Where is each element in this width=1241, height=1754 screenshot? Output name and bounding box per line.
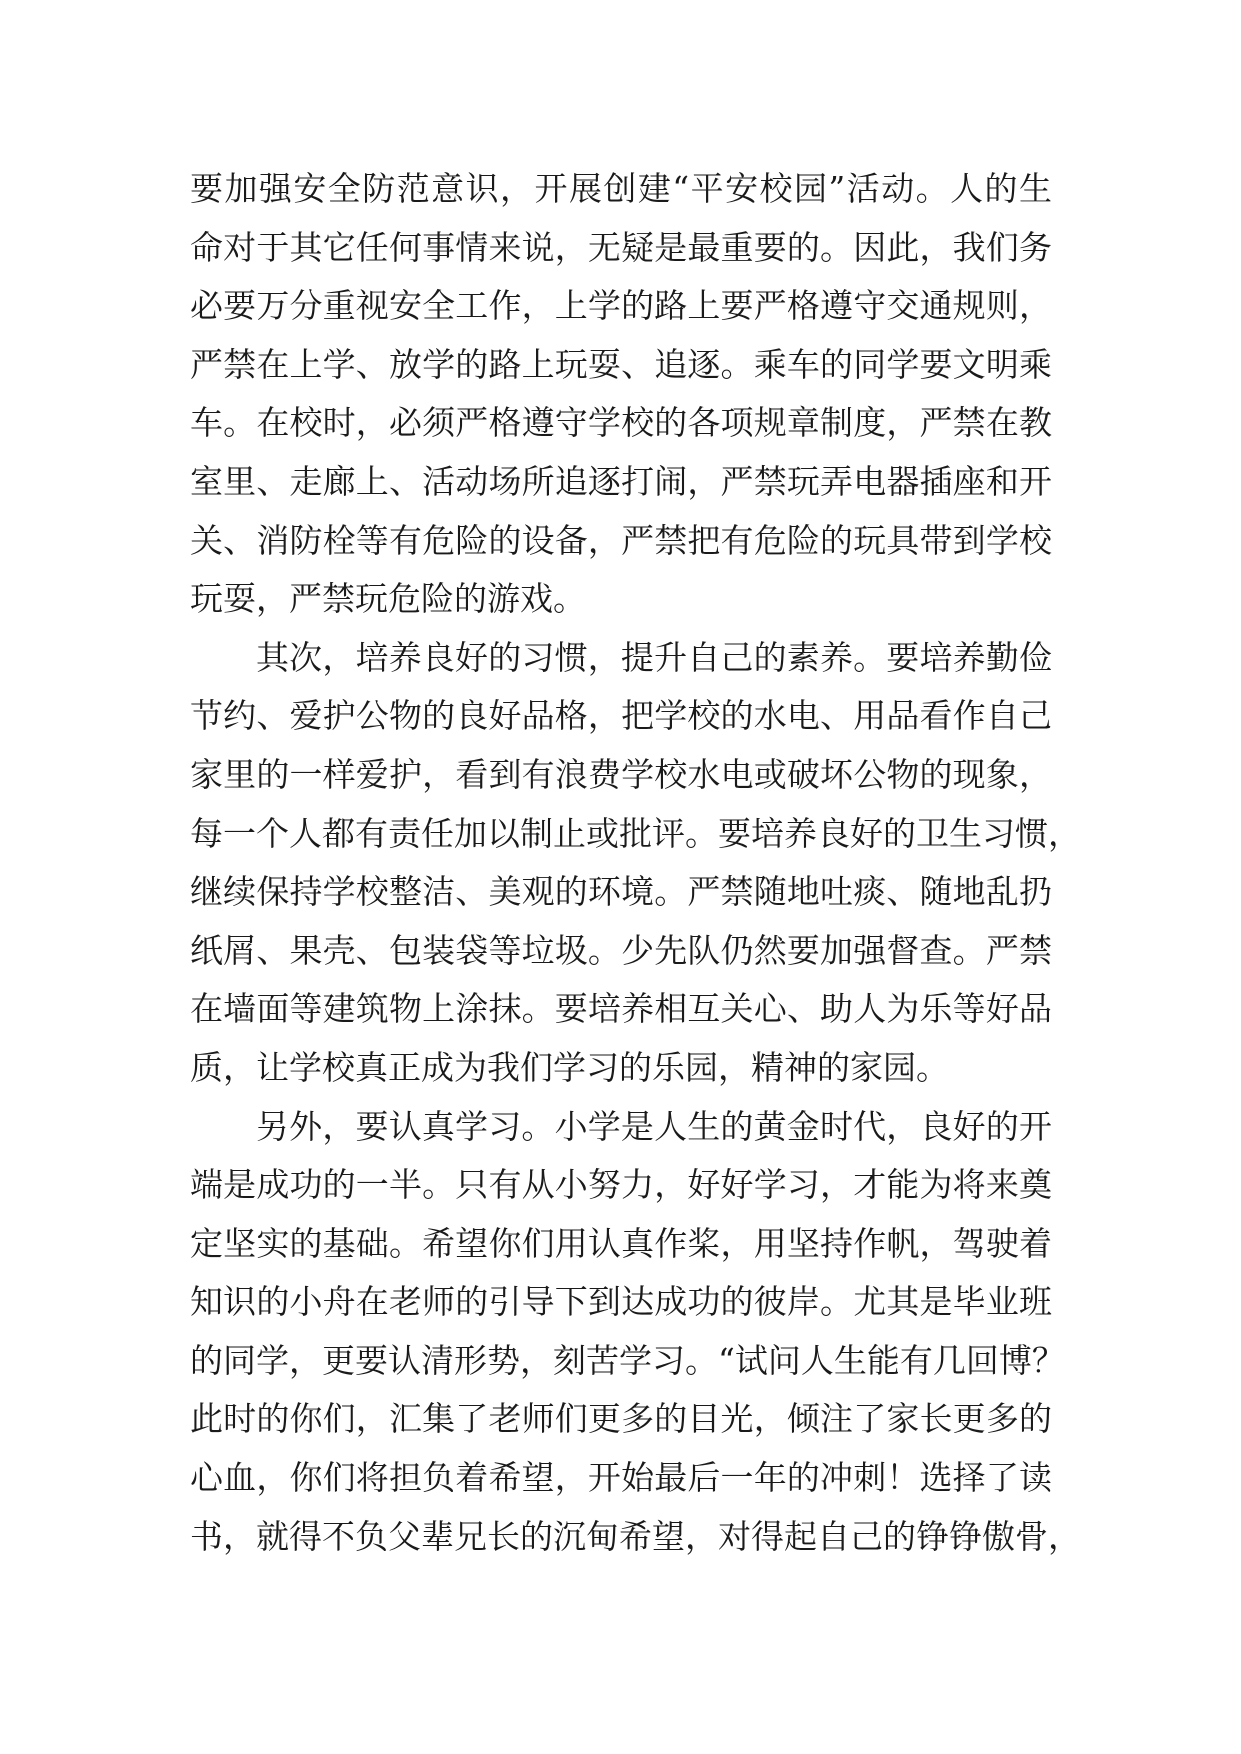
- text-line: 命对于其它任何事情来说，无疑是最重要的。因此，我们务: [190, 227, 1052, 267]
- text-line: 知识的小舟在老师的引导下到达成功的彼岸。尤其是毕业班: [190, 1282, 1052, 1322]
- text-line: 车。在校时，必须严格遵守学校的各项规章制度，严禁在教: [190, 403, 1052, 443]
- text-line: 定坚实的基础。希望你们用认真作桨，用坚持作帆，驾驶着: [190, 1223, 1052, 1263]
- text-line: 其次，培养良好的习惯，提升自己的素养。要培养勤俭: [256, 637, 1052, 677]
- text-line: 每一个人都有责任加以制止或批评。要培养良好的卫生习惯，: [190, 813, 1081, 853]
- body-text: [190, 160, 1081, 1566]
- text-line: 室里、走廊上、活动场所追逐打闹，严禁玩弄电器插座和开: [190, 461, 1052, 501]
- text-line: 的同学，更要认清形势，刻苦学习。“试问人生能有几回博？: [190, 1340, 1065, 1380]
- text-line: 必要万分重视安全工作，上学的路上要严格遵守交通规则，: [190, 286, 1052, 326]
- text-line: 纸屑、果壳、包装袋等垃圾。少先队仍然要加强督查。严禁: [190, 930, 1052, 970]
- text-line: 书，就得不负父辈兄长的沉甸希望，对得起自己的铮铮傲骨，: [190, 1516, 1081, 1556]
- text-line: 要加强安全防范意识，开展创建“平安校园”活动。人的生: [190, 169, 1052, 208]
- text-line: 此时的你们，汇集了老师们更多的目光，倾注了家长更多的: [190, 1399, 1052, 1439]
- text-line: 端是成功的一半。只有从小努力，好好学习，才能为将来奠: [190, 1165, 1052, 1205]
- text-line: 另外，要认真学习。小学是人生的黄金时代，良好的开: [256, 1106, 1052, 1146]
- text-line: 节约、爱护公物的良好品格，把学校的水电、用品看作自己: [190, 696, 1052, 736]
- text-line: 心血，你们将担负着希望，开始最后一年的冲刺！选择了读: [190, 1458, 1052, 1498]
- text-line: 关、消防栓等有危险的设备，严禁把有危险的玩具带到学校: [190, 520, 1052, 560]
- text-line: 质，让学校真正成为我们学习的乐园，精神的家园。: [190, 1047, 949, 1087]
- text-line: 严禁在上学、放学的路上玩耍、追逐。乘车的同学要文明乘: [190, 344, 1052, 384]
- text-line: 继续保持学校整洁、美观的环境。严禁随地吐痰、随地乱扔: [190, 872, 1052, 912]
- text-line: 家里的一样爱护，看到有浪费学校水电或破坏公物的现象，: [190, 754, 1052, 794]
- text-line: 在墙面等建筑物上涂抹。要培养相互关心、助人为乐等好品: [190, 989, 1052, 1029]
- text-line: 玩耍，严禁玩危险的游戏。: [190, 579, 586, 619]
